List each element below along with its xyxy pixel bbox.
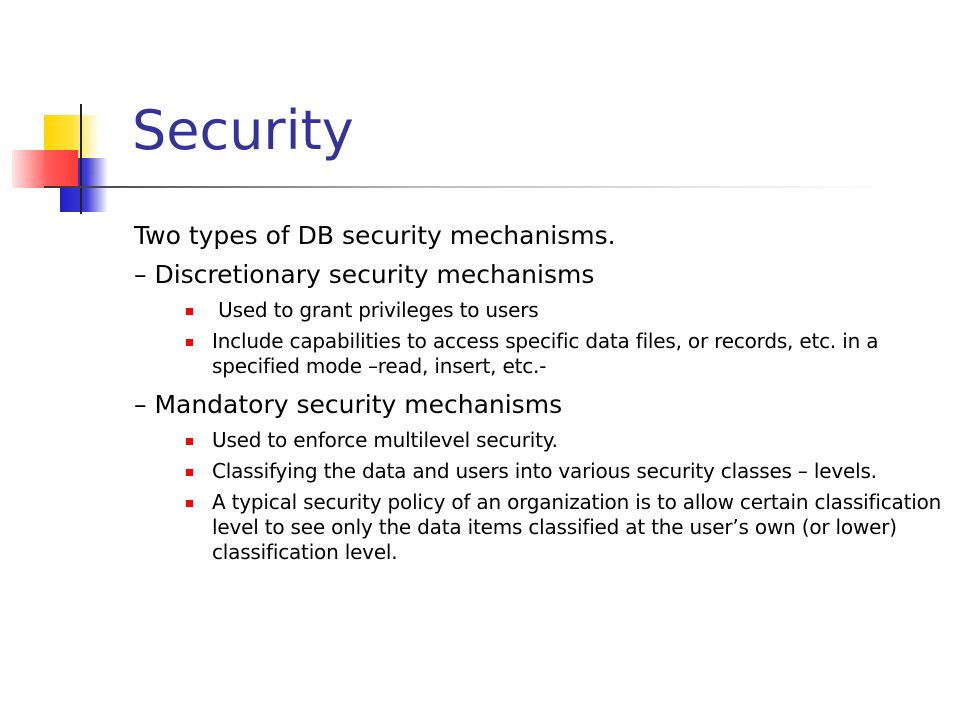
bullet-level1-discretionary: – Discretionary security mechanisms	[134, 260, 595, 289]
bullet-text: Classifying the data and users into various security classes – levels.	[212, 459, 877, 483]
square-bullet-icon	[186, 500, 193, 507]
square-bullet-icon	[186, 469, 193, 476]
bullet-level2-policy	[212, 490, 944, 565]
title-underline	[44, 186, 884, 188]
square-bullet-icon	[186, 339, 193, 346]
bullet-level2-multilevel	[212, 428, 944, 453]
bullet-level2-grant-privileges	[212, 298, 944, 323]
bullet-text: Include capabilities to access specific data files, or records, etc. in a specified mode –read, insert, etc.-	[212, 329, 879, 378]
square-bullet-icon	[186, 308, 193, 315]
bullet-level2-capabilities	[212, 329, 944, 379]
square-bullet-icon	[186, 438, 193, 445]
bullet-level1-mandatory: – Mandatory security mechanisms	[134, 390, 563, 419]
bullet-text: Used to enforce multilevel security.	[212, 428, 558, 452]
bullet-text: Used to grant privileges to users	[212, 298, 539, 322]
decor-red-bar	[12, 150, 78, 188]
decor-vertical-line	[80, 104, 82, 214]
slide-content	[134, 220, 944, 571]
bullet-level2-classifying	[212, 459, 944, 484]
bullet-level1-types: Two types of DB security mechanisms.	[134, 221, 616, 250]
slide-title: Security	[132, 99, 354, 162]
bullet-text: A typical security policy of an organization is to allow certain classification level to see only the data items classified at the user’s own (or lower) classification level.	[212, 490, 942, 564]
